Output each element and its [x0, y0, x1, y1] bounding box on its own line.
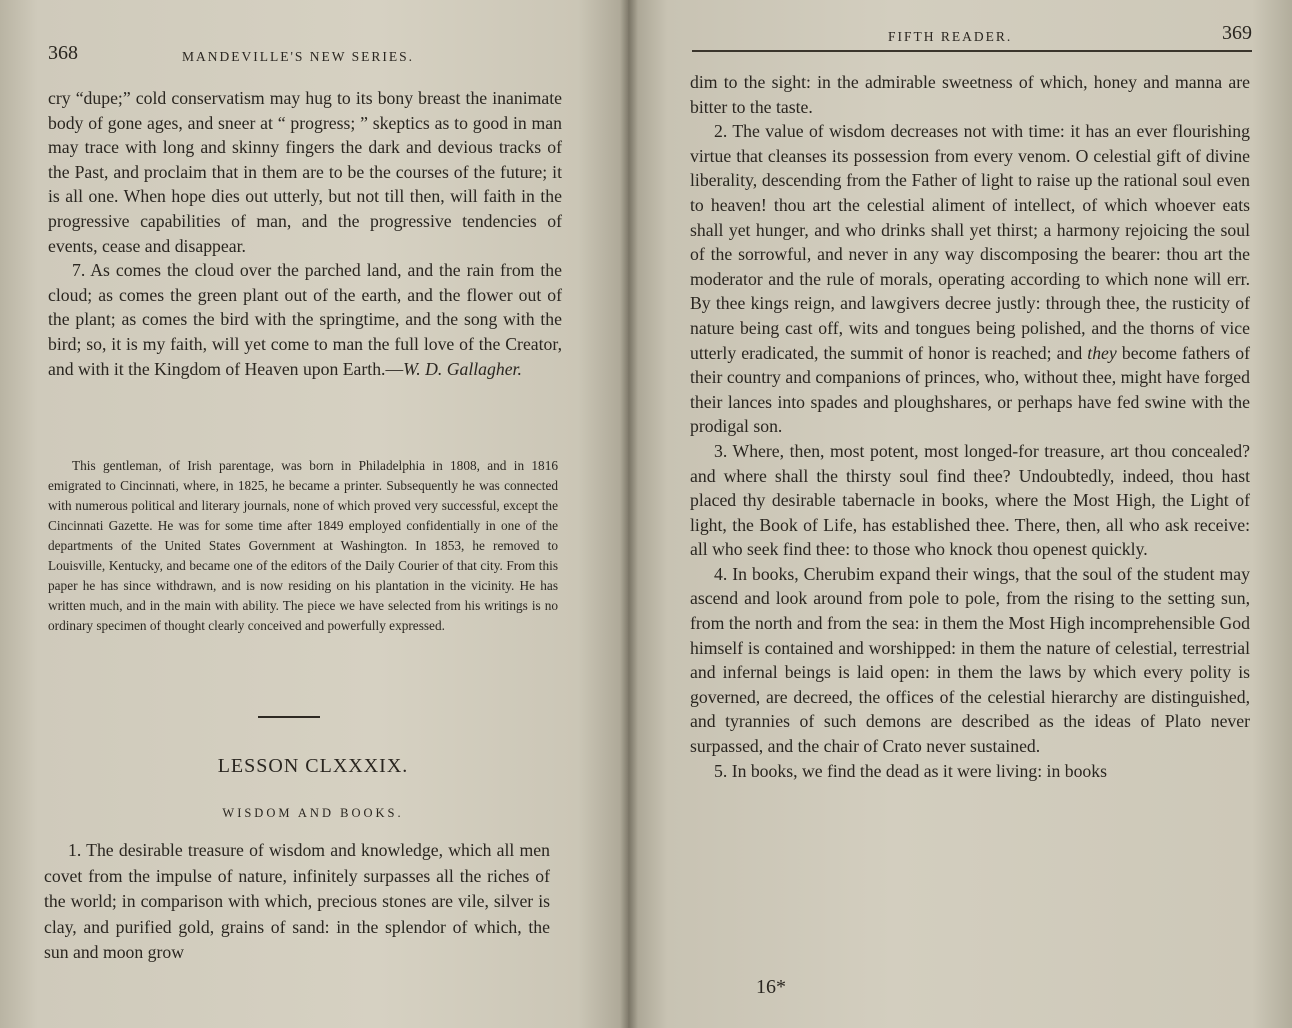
left-page-header — [48, 44, 578, 72]
author-name: W. D. Gallagher. — [403, 358, 522, 379]
paragraph-2 — [690, 119, 1250, 439]
paragraph-7 — [48, 258, 562, 381]
paragraph-1: 1. The desirable treasure of wisdom and knowledge, which all men covet from the impulse of nature, infinitely surpasses all the riches of the world; in comparison with which, precious stones are vile, silver is clay, and purified gold, grains of sand: in the splendor of which, the sun and moon grow — [44, 840, 550, 963]
right-running-head: FIFTH READER. — [888, 29, 1013, 44]
right-page-header — [692, 24, 1252, 52]
left-page-number: 368 — [48, 42, 78, 64]
biographical-note: This gentleman, of Irish parentage, was born in Philadelphia in 1808, and in 1816 emigrated to Cincinnati, where, in 1825, he became a printer. Subsequently he was connected with numerous political and literary journals, none of which proved very successful, except the Cincinnati Gazette. He was for some time after 1849 employed confidentially in one of the departments of the United States Government at Washington. In 1853, he removed to Louisville, Kentucky, and became one of the editors of the Daily Courier of that city. From this paper he has since withdrawn, and is now residing on his plantation in the vicinity. He has written much, and in the main with ability. The piece we have selected from his writings is no ordinary specimen of thought clearly conceived and powerfully expressed. — [48, 458, 558, 633]
paragraph-2-emphasis: they — [1087, 342, 1117, 363]
continuation-paragraph: dim to the sight: in the admirable sweetness of which, honey and manna are bitter to the taste. — [690, 72, 1250, 117]
paragraph-2-text-a: 2. The value of wisdom decreases not with time: it has an ever flourishing virtue that cleanses its possession from every venom. O celestial gift of divine liberality, descending from the Father of light to raise up the rational soul even to heaven! thou art the celestial aliment of intellect, of which whoever eats shall yet hunger, and who drinks shall yet thirst; a harmony rejoicing the soul of the sorrowful, and never in any way discomposing the bearer: thou art the moderator and the rule of morals, operating according to which none will err. By thee kings reign, and lawgivers decree justly: through thee, the rusticity of nature being cast off, wits and tongues being polished, and the thorns of vice utterly eradicated, the summit of honor is reached; and — [690, 121, 1250, 363]
paragraph-2-text-b: become fathers of their country and companions of princes, who, without thee, might have forged their lances into spades and ploughshares, or perhaps have fed swine with the prodigal son. — [690, 342, 1250, 437]
lesson-subtitle: WISDOM AND BOOKS. — [222, 806, 404, 820]
left-running-head: MANDEVILLE'S NEW SERIES. — [182, 49, 415, 64]
book-gutter — [620, 0, 638, 1028]
paragraph-4: 4. In books, Cherubim expand their wings, that the soul of the student may ascend and look around from pole to pole, from the rising to the setting sun, from the north and from the sea: in them the Most High incomprehensible God himself is contained and worshipped: in them the nature of celestial, terrestrial and infernal beings is laid open: in them the laws by which every polity is governed, are decreed, the offices of the celestial hierarchy are distinguished, and tyrannies of such demons are described as the ideas of Plato never surpassed, and the chair of Crato never sustained. — [690, 563, 1250, 757]
section-divider — [258, 716, 320, 718]
lesson-title: LESSON CLXXXIX. — [217, 755, 409, 777]
right-page — [628, 0, 1292, 1028]
left-bottom-text — [44, 838, 550, 966]
paragraph-7-text: 7. As comes the cloud over the parched land, and the rain from the cloud; as comes the green plant out of the earth, and the flower out of the plant; as comes the bird with the springtime, and the song with the bird; so, it is my faith, will yet come to man the full love of the Creator, and with it the Kingdom of Heaven upon Earth.— — [48, 260, 562, 379]
signature-mark: 16* — [756, 976, 786, 998]
left-page — [0, 0, 628, 1028]
paragraph-3: 3. Where, then, most potent, most longed-for treasure, art thou concealed? and where shall the thirsty soul find thee? Undoubtedly, indeed, thou hast placed thy desirable tabernacle in books, where the Most High, the Light of light, the Book of Life, has established thee. There, then, all who ask receive: all who seek find thee: to those who knock thou openest quickly. — [690, 440, 1250, 560]
right-page-number: 369 — [1222, 22, 1252, 44]
left-top-text — [48, 86, 562, 381]
header-rule — [692, 50, 1252, 52]
right-text — [690, 70, 1250, 783]
paragraph-5: 5. In books, we find the dead as it were living: in books — [714, 760, 1107, 781]
continuation-paragraph: cry “dupe;” cold conservatism may hug to its bony breast the inanimate body of gone ages, and sneer at “ progress; ” skeptics as to good in man may trace with long and skinny fingers the dark and devious tracks of the Past, and proclaim that in them are to be the courses of the future; it is all one. When hope dies out utterly, but not till then, will faith in the progressive capabilities of man, and the progressive tendencies of events, cease and disappear. — [48, 88, 562, 256]
